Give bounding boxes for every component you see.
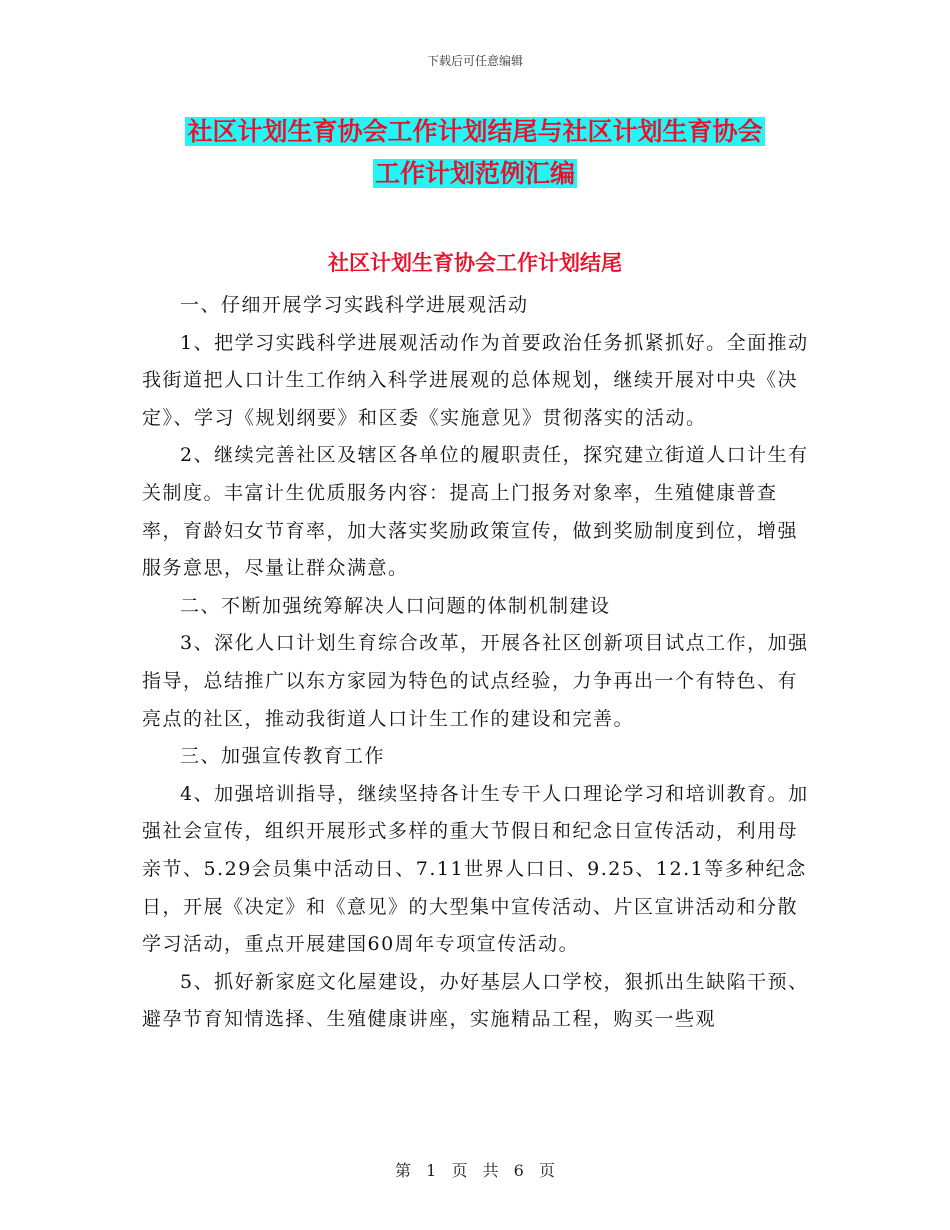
paragraph-item-3: 3、深化人口计划生育综合改革，开展各社区创新项目试点工作，加强指导，总结推广以东方家园为特色的试点经验，力争再出一个有特色、有亮点的社区，推动我街道人口计生工作的建设和完善。	[142, 632, 809, 730]
document-title-line-2	[0, 154, 950, 194]
document-title-line-1	[0, 112, 950, 152]
paragraph-item-2: 2、继续完善社区及辖区各单位的履职责任，探究建立街道人口计生有关制度。丰富计生优质服务内容：提高上门报务对象率，生殖健康普查率，育龄妇女节育率，加大落实奖励政策宣传，做到奖励制度到位，增强服务意思，尽量让群众满意。	[142, 444, 809, 580]
header-note: 下载后可任意编辑	[426, 54, 523, 68]
heading-system-mechanism: 二、不断加强统筹解决人口问题的体制机制建设	[180, 594, 611, 617]
heading-publicity-education: 三、加强宣传教育工作	[180, 745, 386, 768]
footer-page-number: 1	[426, 1161, 437, 1180]
title-highlight-2: 工作计划范例汇编	[374, 159, 575, 188]
section-title: 社区计划生育协会工作计划结尾	[328, 251, 622, 275]
paragraph-item-5: 5、抓好新家庭文化屋建设，办好基层人口学校，狠抓出生缺陷干预、避孕节育知情选择、生殖健康讲座，实施精品工程，购买一些观	[142, 970, 809, 1031]
heading-study-practice: 一、仔细开展学习实践科学进展观活动	[180, 294, 529, 316]
page-footer	[0, 1158, 950, 1181]
footer-page-prefix: 第	[395, 1161, 412, 1180]
paragraph-item-1: 1、把学习实践科学进展观活动作为首要政治任务抓紧抓好。全面推动我街道把人口计生工作纳入科学进展观的总体规划，继续开展对中央《决定》、学习《规划纲要》和区委《实施意见》贯彻落实的活动。	[142, 331, 809, 429]
footer-total-word: 页	[538, 1161, 555, 1180]
title-highlight-1: 社区计划生育协会工作计划结尾与社区计划生育协会	[187, 117, 763, 146]
footer-total-pages: 6	[513, 1161, 524, 1180]
footer-total-prefix: 共	[482, 1161, 499, 1180]
paragraph-item-4: 4、加强培训指导，继续坚持各计生专干人口理论学习和培训教育。加强社会宣传，组织开展形式多样的重大节假日和纪念日宣传活动，利用母亲节、5.29会员集中活动日、7.11世界人口日、9.25、12.1等多种纪念日，开展《决定》和《意见》的大型集中宣传活动、片区宣讲活动和分散学习活动，重点开展建国60周年专项宣传活动。	[142, 782, 809, 956]
footer-page-word: 页	[451, 1161, 468, 1180]
document-body	[142, 287, 814, 1039]
